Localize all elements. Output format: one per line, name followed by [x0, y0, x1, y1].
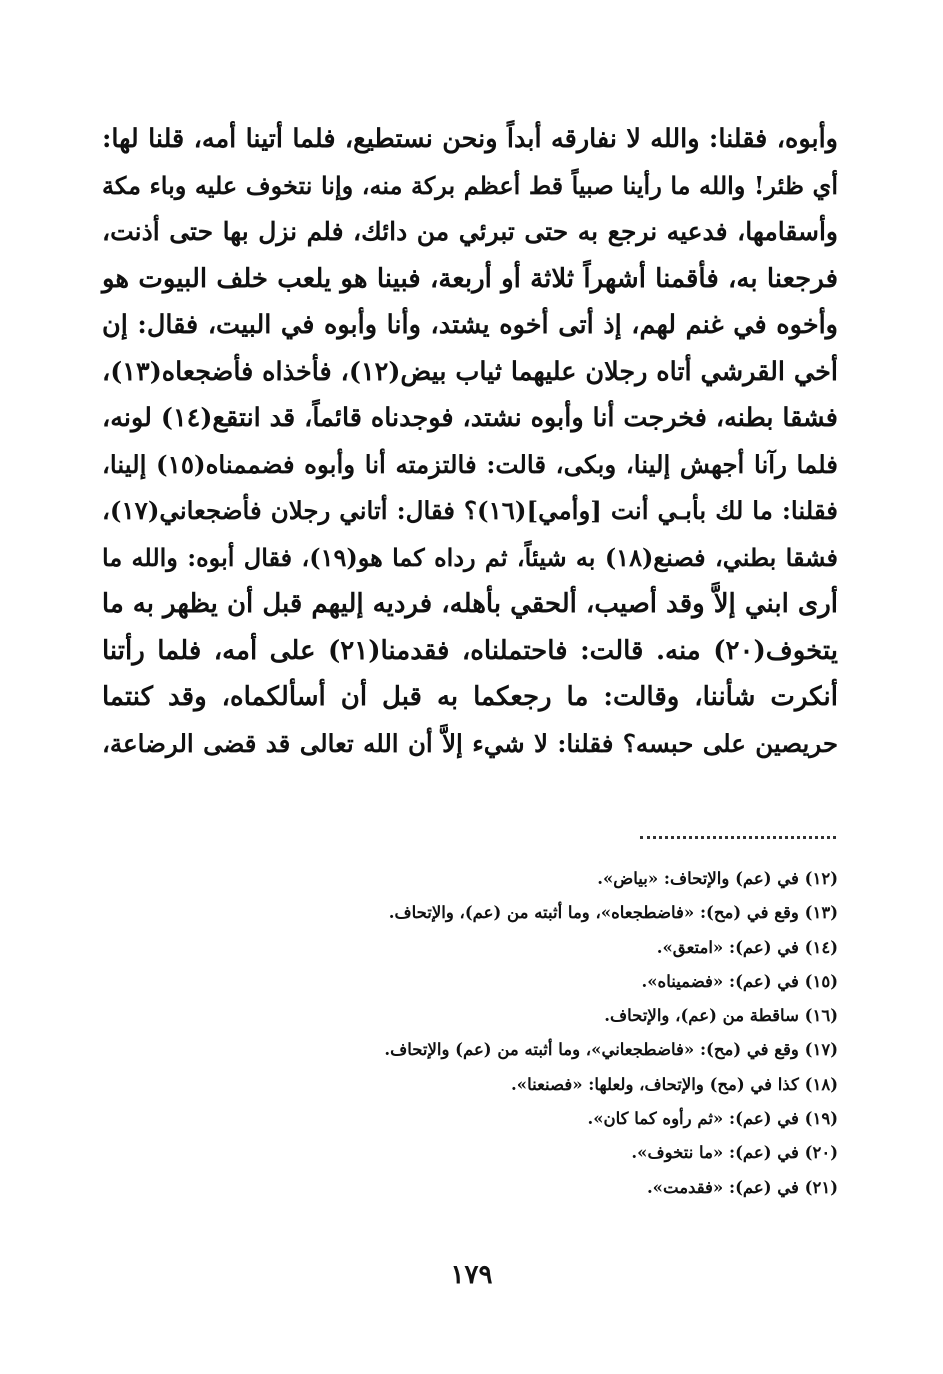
text-line: أنكرت شأننا، وقالت: ما رجعكما به قبل أن أسألكماه، وقد كنتما: [102, 682, 838, 712]
text-line: يتخوف(٢٠) منه. قالت: فاحتملناه، فقدمنا(٢١) على أمه، فلما رأتنا: [102, 635, 838, 666]
text-line: وأخوه في غنم لهم، إذ أتى أخوه يشتد، وأنا وأبوه في البيت، فقال: إن: [102, 310, 838, 340]
text-line: فقلنا: ما لك بأبـي أنت [وأمي](١٦)؟ فقال: أتاني رجلان فأضجعاني(١٧)،: [102, 496, 838, 525]
footnote: (١٤) في (عم): «امتعق».: [656, 937, 838, 957]
footnote: (١٨) كذا في (مح) والإتحاف، ولعلها: «فصنعنا».: [511, 1074, 838, 1094]
footnote-separator: [640, 826, 836, 839]
footnote: (٢١) في (عم): «فقدمت».: [646, 1177, 838, 1197]
text-line: أي ظئر! والله ما رأينا صبياً قط أعظم بركة منه، وإنا نتخوف عليه وباء مكة: [102, 170, 838, 200]
text-line: أرى ابني إلاَّ وقد أصيب، ألحقي بأهله، فرديه إليهم قبل أن يظهر به ما: [101, 589, 838, 619]
text-line: وأسقامها، فدعيه نرجع به حتى تبرئي من دائك، فلم نزل بها حتى أذنت،: [102, 217, 838, 246]
footnote: (١٥) في (عم): «فضميناه».: [641, 971, 838, 991]
text-line: فشقا بطني، فصنع(١٨) به شيئاً، ثم رداه كما هو(١٩)، فقال أبوه: والله ما: [102, 542, 838, 572]
text-line: وأبوه، فقلنا: والله لا نفارقه أبداً ونحن نستطيع، فلما أتينا أمه، قلنا لها:: [102, 124, 838, 154]
footnote: (١٩) في (عم): «ثم رأوه كما كان».: [587, 1109, 838, 1129]
text-line: فلما رآنا أجهش إلينا، وبكى، قالت: فالتزمته أنا وأبوه فضممناه(١٥) إلينا،: [102, 449, 838, 479]
footnotes-list: [102, 862, 838, 1205]
footnote: (١٣) وقع في (مح): «فاضطجعاه»، وما أثبته من (عم)، والإتحاف.: [388, 903, 838, 923]
footnote: (٢٠) في (عم): «ما نتخوف».: [631, 1143, 838, 1163]
text-line: فرجعنا به، فأقمنا أشهراً ثلاثة أو أربعة، فبينا هو يلعب خلف البيوت هو: [102, 263, 838, 294]
page-number: ١٧٩: [450, 1260, 493, 1290]
text-line: حريصين على حبسه؟ فقلنا: لا شيء إلاَّ أن الله تعالى قد قضى الرضاعة،: [102, 728, 838, 758]
footnote: (١٧) وقع في (مح): «فاضطجعاني»، وما أثبته من (عم) والإتحاف.: [384, 1040, 838, 1060]
text-line: أخي القرشي أتاه رجلان عليهما ثياب بيض(١٢)، فأخذاه فأضجعاه(١٣)،: [102, 356, 838, 387]
main-text: [102, 116, 838, 767]
footnote: (١٢) في (عم) والإتحاف: «بياض».: [597, 869, 838, 888]
text-line: فشقا بطنه، فخرجت أنا وأبوه نشتد، فوجدناه قائماً، قد انتقع(١٤) لونه،: [102, 403, 838, 433]
footnote: (١٦) ساقطة من (عم)، والإتحاف.: [604, 1006, 838, 1026]
